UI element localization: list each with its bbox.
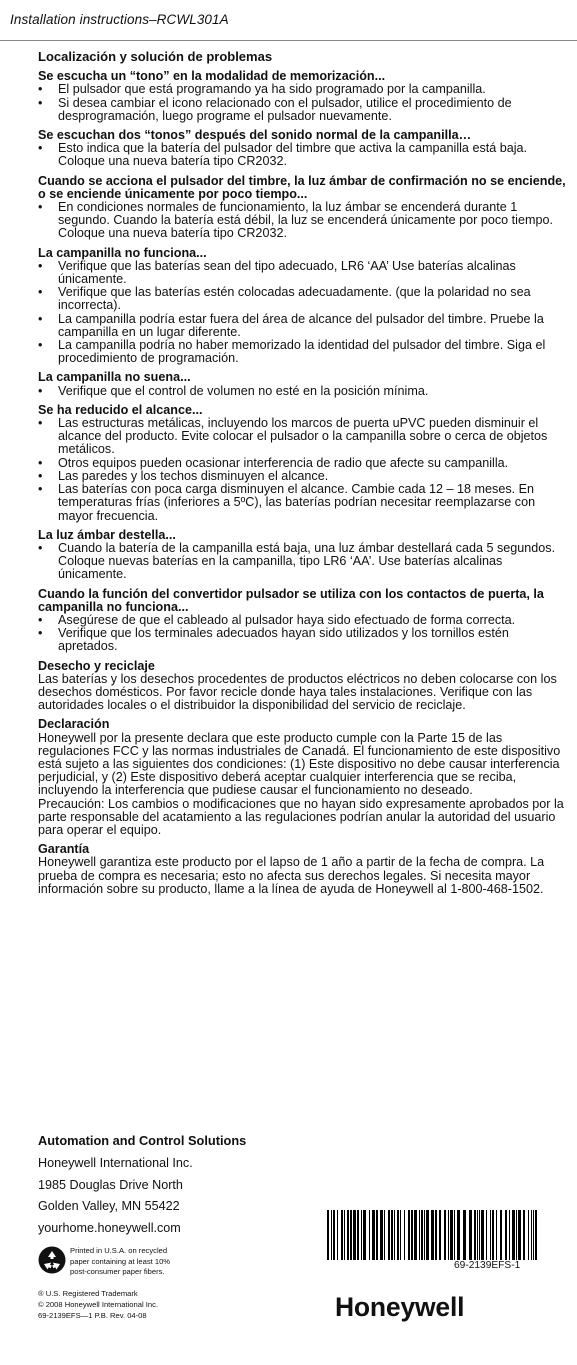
section-heading: La campanilla no funciona...: [38, 245, 207, 260]
bullet-list: [38, 385, 566, 398]
bullet-list: [38, 142, 566, 168]
caution-text: Precaución: Los cambios o modificaciones que no hayan sido expresamente aprobados por la parte responsable del acatamiento a las regulaciones podrían anular la autoridad del usuario para operar el equipo.: [38, 796, 564, 837]
recycle-line: Printed in U.S.A. on recycled: [70, 1246, 168, 1255]
bullet-list: [38, 83, 566, 123]
list-item: • Las baterías con poca carga disminuyen el alcance. Cambie cada 12 – 18 meses. En temperaturas frías (inferiores a 5ºC), las baterías podrían necesitar reemplazarse con mayor frecuencia.: [38, 483, 566, 523]
company-division: Automation and Control Solutions: [38, 1133, 247, 1148]
section-heading: Cuando la función del convertidor pulsador se utiliza con los contactos de puerta, la campanilla no funciona...: [38, 586, 544, 614]
barcode-image: [327, 1210, 539, 1260]
declaration-text: Honeywell por la presente declara que este producto cumple con la Parte 15 de las regulaciones FCC y las normas industriales de Canadá. El funcionamiento de este dispositivo está sujeto a las siguientes dos condiciones: (1) Este dispositivo no debe causar interferencia perjudicial, y (2) Este dispositivo deberá aceptar cualquier interferencia que se reciba, incluyendo la interferencia que pudiese causar el funcionamiento no deseado.: [38, 730, 561, 798]
troubleshooting-sections: [38, 70, 566, 653]
list-item: • La campanilla podría no haber memorizado la identidad del pulsador del timbre. Siga el procedimiento de programación.: [38, 339, 566, 365]
document-number-line: 69-2139EFS—1 P.B. Rev. 04-08: [38, 1311, 147, 1320]
company-street: 1985 Douglas Drive North: [38, 1177, 183, 1192]
section-heading: Se escuchan dos “tonos” después del sonido normal de la campanilla…: [38, 128, 472, 143]
section-heading: Cuando se acciona el pulsador del timbre, la luz ámbar de confirmación no se enciende, o se enciende únicamente por poco tiempo...: [38, 173, 566, 201]
list-item: • Las estructuras metálicas, incluyendo los marcos de puerta uPVC pueden disminuir el alcance del producto. Evite colocar el pulsador o la campanilla sobre o cerca de objetos metálicos.: [38, 417, 566, 457]
bullet-list: [38, 201, 566, 241]
list-item: • Las paredes y los techos disminuyen el alcance.: [38, 470, 566, 483]
company-org: Honeywell International Inc.: [38, 1156, 193, 1170]
list-item: • El pulsador que está programando ya ha sido programado por la campanilla.: [38, 83, 566, 96]
recycle-notice: [38, 1246, 278, 1282]
main-heading: Localización y solución de problemas: [38, 49, 273, 64]
recycle-icon: [38, 1246, 66, 1274]
list-item: • En condiciones normales de funcionamiento, la luz ámbar se encenderá durante 1 segundo. Cuando la batería está débil, la luz se encenderá únicamente por poco tiempo. Coloque una nueva batería tipo CR2032.: [38, 201, 566, 241]
list-item: • Si desea cambiar el icono relacionado con el pulsador, utilice el procedimiento de desprogramación, luego programe el pulsador nuevamente.: [38, 97, 566, 123]
bullet-list: [38, 417, 566, 523]
warranty-text: Honeywell garantiza este producto por el lapso de 1 año a partir de la fecha de compra. La prueba de compra es necesaria; esto no afecta sus derechos legales. Si necesita mayor información sobre su producto, llame a la línea de ayuda de Honeywell al 1-800-468-1502.: [38, 855, 545, 896]
barcode-label: 69-2139EFS-1: [454, 1260, 521, 1271]
recycle-line: paper containing at least 10%: [70, 1256, 171, 1266]
recycle-line: post-consumer paper fibers.: [70, 1267, 165, 1277]
list-item: • Cuando la batería de la campanilla está baja, una luz ámbar destellará cada 5 segundos. Coloque nuevas baterías en la campanilla, tipo LR6 ‘AA’. Use baterías alcalinas únicamente.: [38, 542, 566, 582]
bullet-list: [38, 260, 566, 366]
section-heading: Se escucha un “tono” en la modalidad de memorización...: [38, 69, 386, 84]
warranty-heading: Garantía: [38, 842, 90, 857]
bullet-list: [38, 614, 566, 654]
recycle-text: [70, 1246, 250, 1278]
company-city: Golden Valley, MN 55422: [38, 1199, 180, 1213]
list-item: • Verifique que el control de volumen no esté en la posición mínima.: [38, 385, 566, 398]
list-item: • Esto indica que la batería del pulsador del timbre que activa la campanilla está baja. Coloque una nueva batería tipo CR2032.: [38, 142, 566, 168]
section-heading: La campanilla no suena...: [38, 370, 191, 385]
honeywell-logo: Honeywell: [335, 1292, 465, 1322]
document-body: [38, 50, 566, 896]
trademark-line: ® U.S. Registered Trademark: [38, 1289, 138, 1298]
list-item: • Verifique que los terminales adecuados hayan sido utilizados y los tornillos estén apretados.: [38, 627, 566, 653]
company-address: [38, 1133, 298, 1242]
list-item: • Verifique que las baterías sean del tipo adecuado, LR6 ‘AA’ Use baterías alcalinas únicamente.: [38, 260, 566, 286]
list-item: • Verifique que las baterías estén colocadas adecuadamente. (que la polaridad no sea incorrecta).: [38, 286, 566, 312]
page-header: [0, 0, 577, 41]
company-website: yourhome.honeywell.com: [38, 1220, 181, 1235]
copyright-line: © 2008 Honeywell International Inc.: [38, 1300, 158, 1309]
section-heading: Se ha reducido el alcance...: [38, 402, 203, 417]
disposal-heading: Desecho y reciclaje: [38, 658, 155, 673]
declaration-heading: Declaración: [38, 717, 110, 732]
document-title: Installation instructions–RCWL301A: [10, 12, 229, 27]
disposal-text: Las baterías y los desechos procedentes de productos eléctricos no deben colocarse con los desechos domésticos. Por favor recicle donde haya tales instalaciones. Verifique con las autoridades locales o el distribuidor la disponibilidad del servicio de reciclaje.: [38, 671, 557, 713]
bullet-list: [38, 542, 566, 582]
legal-notice: [38, 1288, 158, 1321]
list-item: • La campanilla podría estar fuera del área de alcance del pulsador del timbre. Pruebe la campanilla en un lugar diferente.: [38, 313, 566, 339]
list-item: • Otros equipos pueden ocasionar interferencia de radio que afecte su campanilla.: [38, 457, 566, 470]
list-item: • Asegúrese de que el cableado al pulsador haya sido efectuado de forma correcta.: [38, 614, 566, 627]
section-heading: La luz ámbar destella...: [38, 527, 176, 542]
